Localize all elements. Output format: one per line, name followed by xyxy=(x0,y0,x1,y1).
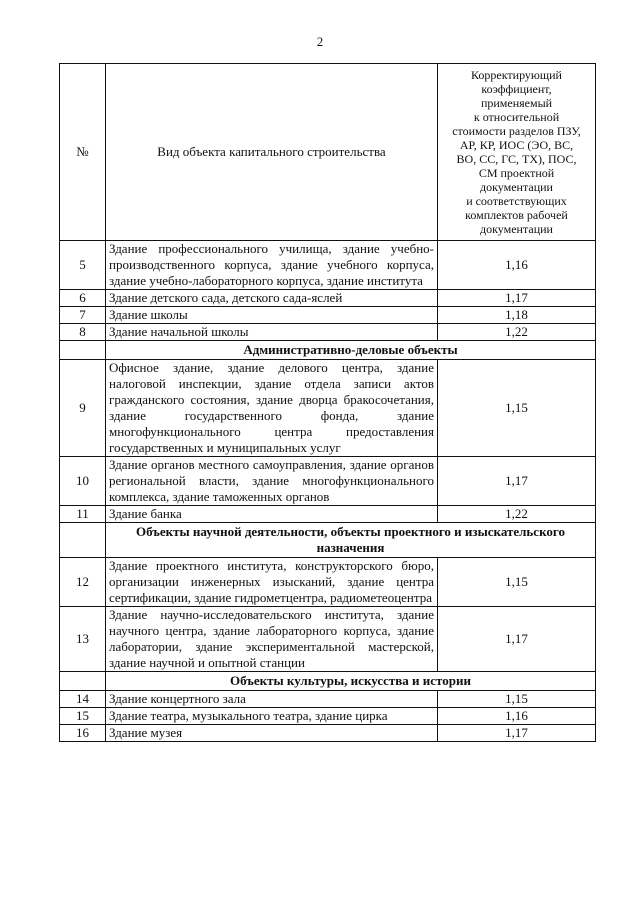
table-row xyxy=(60,241,596,290)
object-type: Здание школы xyxy=(106,307,438,324)
header-coefficient-line: комплектов рабочей xyxy=(465,208,568,222)
table-row xyxy=(60,725,596,742)
row-number: 10 xyxy=(60,457,106,506)
coefficient-value: 1,22 xyxy=(438,324,596,341)
row-number: 15 xyxy=(60,708,106,725)
header-coefficient-line: СМ проектной xyxy=(478,166,555,180)
row-number: 14 xyxy=(60,691,106,708)
coefficient-value: 1,17 xyxy=(438,457,596,506)
coefficient-value: 1,17 xyxy=(438,290,596,307)
table-row xyxy=(60,691,596,708)
coefficient-value: 1,16 xyxy=(438,241,596,290)
section-number-cell xyxy=(60,523,106,558)
header-object-type: Вид объекта капитального строительства xyxy=(106,64,438,241)
object-type: Здание детского сада, детского сада-яслей xyxy=(106,290,438,307)
coefficient-value: 1,18 xyxy=(438,307,596,324)
header-coefficient-line: применяемый xyxy=(480,96,553,110)
object-type: Здание проектного института, конструкторского бюро, организации инженерных изысканий, здание центра сертификации, здание гидрометцентра, радиометеоцентра xyxy=(106,558,438,607)
coefficient-value: 1,15 xyxy=(438,360,596,457)
coefficient-value: 1,22 xyxy=(438,506,596,523)
header-coefficient-line: коэффициент, xyxy=(481,82,552,96)
table-row xyxy=(60,506,596,523)
coefficient-table xyxy=(59,63,596,742)
page-number: 2 xyxy=(316,34,324,49)
row-number: 13 xyxy=(60,607,106,672)
section-row xyxy=(60,341,596,360)
header-coefficient-line: к относительной xyxy=(473,110,560,124)
header-coefficient-line: ВО, СС, ГС, ТХ), ПОС, xyxy=(456,152,577,166)
section-row xyxy=(60,523,596,558)
table-header-row xyxy=(60,64,596,241)
table-row xyxy=(60,290,596,307)
header-coefficient-line: стоимости разделов ПЗУ, xyxy=(452,124,581,138)
section-number-cell xyxy=(60,341,106,360)
object-type: Здание театра, музыкального театра, здание цирка xyxy=(106,708,438,725)
row-number: 8 xyxy=(60,324,106,341)
table-body xyxy=(60,241,596,742)
row-number: 5 xyxy=(60,241,106,290)
header-coefficient xyxy=(438,64,596,241)
coefficient-value: 1,15 xyxy=(438,691,596,708)
header-number: № xyxy=(60,64,106,241)
header-coefficient-line: документации xyxy=(480,222,553,236)
object-type: Здание концертного зала xyxy=(106,691,438,708)
object-type: Здание музея xyxy=(106,725,438,742)
header-coefficient-line: Корректирующий xyxy=(471,68,562,82)
object-type: Здание профессионального училища, здание учебно-производственного корпуса, здание учебного корпуса, здание учебно-лабораторного корпуса, здание института xyxy=(106,241,438,290)
section-title: Объекты научной деятельности, объекты проектного и изыскательского назначения xyxy=(106,523,596,558)
table-row xyxy=(60,324,596,341)
object-type: Здание органов местного самоуправления, здание органов региональной власти, здание многофункционального комплекса, здание таможенных органов xyxy=(106,457,438,506)
coefficient-value: 1,17 xyxy=(438,725,596,742)
table-row xyxy=(60,607,596,672)
table-row xyxy=(60,360,596,457)
header-coefficient-line: и соответствующих xyxy=(466,194,567,208)
object-type: Здание начальной школы xyxy=(106,324,438,341)
header-coefficient-line: АР, КР, ИОС (ЭО, ВС, xyxy=(459,138,574,152)
section-row xyxy=(60,672,596,691)
table-row xyxy=(60,558,596,607)
section-title: Административно-деловые объекты xyxy=(106,341,596,360)
section-title: Объекты культуры, искусства и истории xyxy=(106,672,596,691)
row-number: 9 xyxy=(60,360,106,457)
table-row xyxy=(60,307,596,324)
row-number: 12 xyxy=(60,558,106,607)
coefficient-value: 1,15 xyxy=(438,558,596,607)
section-number-cell xyxy=(60,672,106,691)
object-type: Офисное здание, здание делового центра, здание налоговой инспекции, здание отдела записи актов гражданского состояния, здание дворца бракосочетания, здание государственного фонда, здание многофункционального центра предоставления государственных и муниципальных услуг xyxy=(106,360,438,457)
coefficient-value: 1,17 xyxy=(438,607,596,672)
row-number: 16 xyxy=(60,725,106,742)
row-number: 11 xyxy=(60,506,106,523)
object-type: Здание научно-исследовательского института, здание научного центра, здание лабораторного корпуса, здание лаборатории, здание экспериментальной мастерской, здание научной и опытной станции xyxy=(106,607,438,672)
header-coefficient-line: документации xyxy=(480,180,553,194)
table-row xyxy=(60,708,596,725)
table-row xyxy=(60,457,596,506)
object-type: Здание банка xyxy=(106,506,438,523)
row-number: 6 xyxy=(60,290,106,307)
coefficient-value: 1,16 xyxy=(438,708,596,725)
row-number: 7 xyxy=(60,307,106,324)
